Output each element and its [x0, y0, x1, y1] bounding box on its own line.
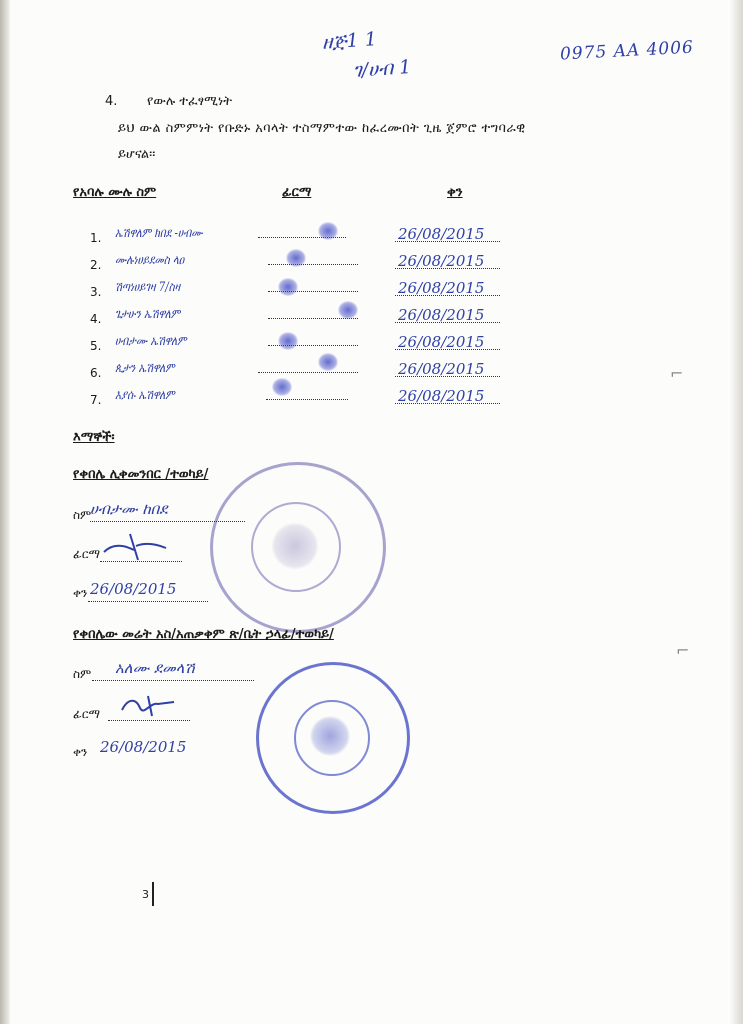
- row-number: 7.: [90, 393, 102, 407]
- signature-line: [268, 263, 358, 265]
- member-date: 26/08/2015: [398, 387, 485, 405]
- date-line: [395, 376, 500, 377]
- margin-mark: ⌐: [670, 364, 684, 383]
- page-number-rule: [152, 882, 154, 906]
- date-line: [395, 295, 500, 296]
- land-office-signature-label: ፊርማ: [73, 707, 101, 721]
- fingerprint-mark: [318, 222, 338, 240]
- row-number: 6.: [90, 366, 102, 380]
- kebele-official-stamp: [210, 462, 386, 633]
- land-office-title: የቀበሌው መሬት አስ/አጠቃቀም ጽ/ቤት ኃላፊ/ተወካይ/: [73, 627, 334, 642]
- member-date: 26/08/2015: [398, 252, 485, 270]
- land-office-name-line: [92, 679, 254, 681]
- date-line: [395, 349, 500, 350]
- member-row: [90, 306, 520, 333]
- land-office-signature-line: [108, 719, 190, 721]
- row-number: 4.: [90, 312, 102, 326]
- row-number: 5.: [90, 339, 102, 353]
- date-line: [395, 322, 500, 323]
- member-row: [90, 360, 520, 387]
- section-title: የውሉ ተፈፃሚነት: [147, 94, 232, 109]
- member-row: [90, 333, 520, 360]
- kebele-date-value: 26/08/2015: [90, 580, 177, 598]
- member-date: 26/08/2015: [398, 360, 485, 378]
- member-row: [90, 387, 520, 414]
- member-row: [90, 252, 520, 279]
- fingerprint-mark: [318, 353, 338, 371]
- member-name: ጌታሁን ኤሽዋለም: [115, 307, 181, 322]
- land-office-name-label: ስም: [73, 667, 92, 681]
- land-office-stamp: [256, 662, 410, 814]
- member-name: እያሱ ኤሽዋለም: [115, 388, 175, 403]
- member-name: ጲታን ኤሽዋለም: [115, 361, 175, 376]
- member-name: ኤሽዋለም ክበደ -ሀብሙ: [115, 226, 203, 241]
- member-row: [90, 225, 520, 252]
- member-date: 26/08/2015: [398, 306, 485, 324]
- land-office-name-value: አለሙ ደመላሽ: [115, 659, 195, 677]
- column-header-name: የአባሉ ሙሉ ስም: [73, 185, 157, 200]
- kebele-name-value: ሀብታሙ ከበደ: [90, 500, 168, 518]
- land-office-signature-scribble: [118, 692, 178, 720]
- member-date: 26/08/2015: [398, 333, 485, 351]
- signature-line: [258, 371, 358, 373]
- fingerprint-mark: [338, 301, 358, 319]
- witnesses-heading: እማኞች፡: [73, 430, 115, 445]
- section-paragraph-line-2: ይሆናል፡፡: [118, 147, 156, 162]
- handwritten-top-note-2: ገ/ሀብ 1: [352, 55, 412, 83]
- kebele-date-label: ቀን: [73, 586, 88, 600]
- row-number: 3.: [90, 285, 102, 299]
- fingerprint-mark: [278, 332, 298, 350]
- column-header-date: ቀን: [447, 185, 463, 200]
- kebele-chair-title: የቀበሌ ሊቀመንበር /ተወካይ/: [73, 467, 209, 482]
- section-paragraph-line-1: ይህ ውል ስምምነት የቡድኑ አባላት ተስማምተው ከፈረሙበት ጊዜ ጀምሮ ተግባራዊ: [118, 121, 526, 136]
- handwritten-phone-number: 0975 AA 4006: [559, 37, 695, 65]
- land-office-date-value: 26/08/2015: [100, 738, 187, 756]
- member-date: 26/08/2015: [398, 279, 485, 297]
- date-line: [395, 403, 500, 404]
- page-number: 3: [142, 888, 149, 901]
- member-name: ሽጣነሀይገዛ 7/ስዛ: [115, 280, 181, 295]
- kebele-name-label: ስም: [73, 508, 92, 522]
- date-line: [395, 241, 500, 242]
- kebele-signature-label: ፊርማ: [73, 547, 101, 561]
- member-date: 26/08/2015: [398, 225, 485, 243]
- row-number: 1.: [90, 231, 102, 245]
- margin-mark: ⌐: [676, 641, 690, 660]
- date-line: [395, 268, 500, 269]
- member-name: ሀብታሙ ኤሽዋለም: [115, 334, 187, 349]
- member-row: [90, 279, 520, 306]
- handwritten-top-note: ዘጅ1 1: [321, 28, 378, 54]
- column-header-signature: ፊርማ: [282, 185, 312, 200]
- row-number: 2.: [90, 258, 102, 272]
- fingerprint-mark: [286, 249, 306, 267]
- land-office-date-label: ቀን: [73, 745, 88, 759]
- kebele-date-line: [88, 600, 208, 602]
- kebele-signature-line: [100, 560, 182, 562]
- kebele-name-line: [90, 520, 245, 522]
- signature-line: [266, 398, 348, 400]
- fingerprint-mark: [278, 278, 298, 296]
- member-name: ሙሉነሀይደመስ ላዐ: [115, 253, 185, 268]
- section-number: 4.: [105, 94, 118, 109]
- fingerprint-mark: [272, 378, 292, 396]
